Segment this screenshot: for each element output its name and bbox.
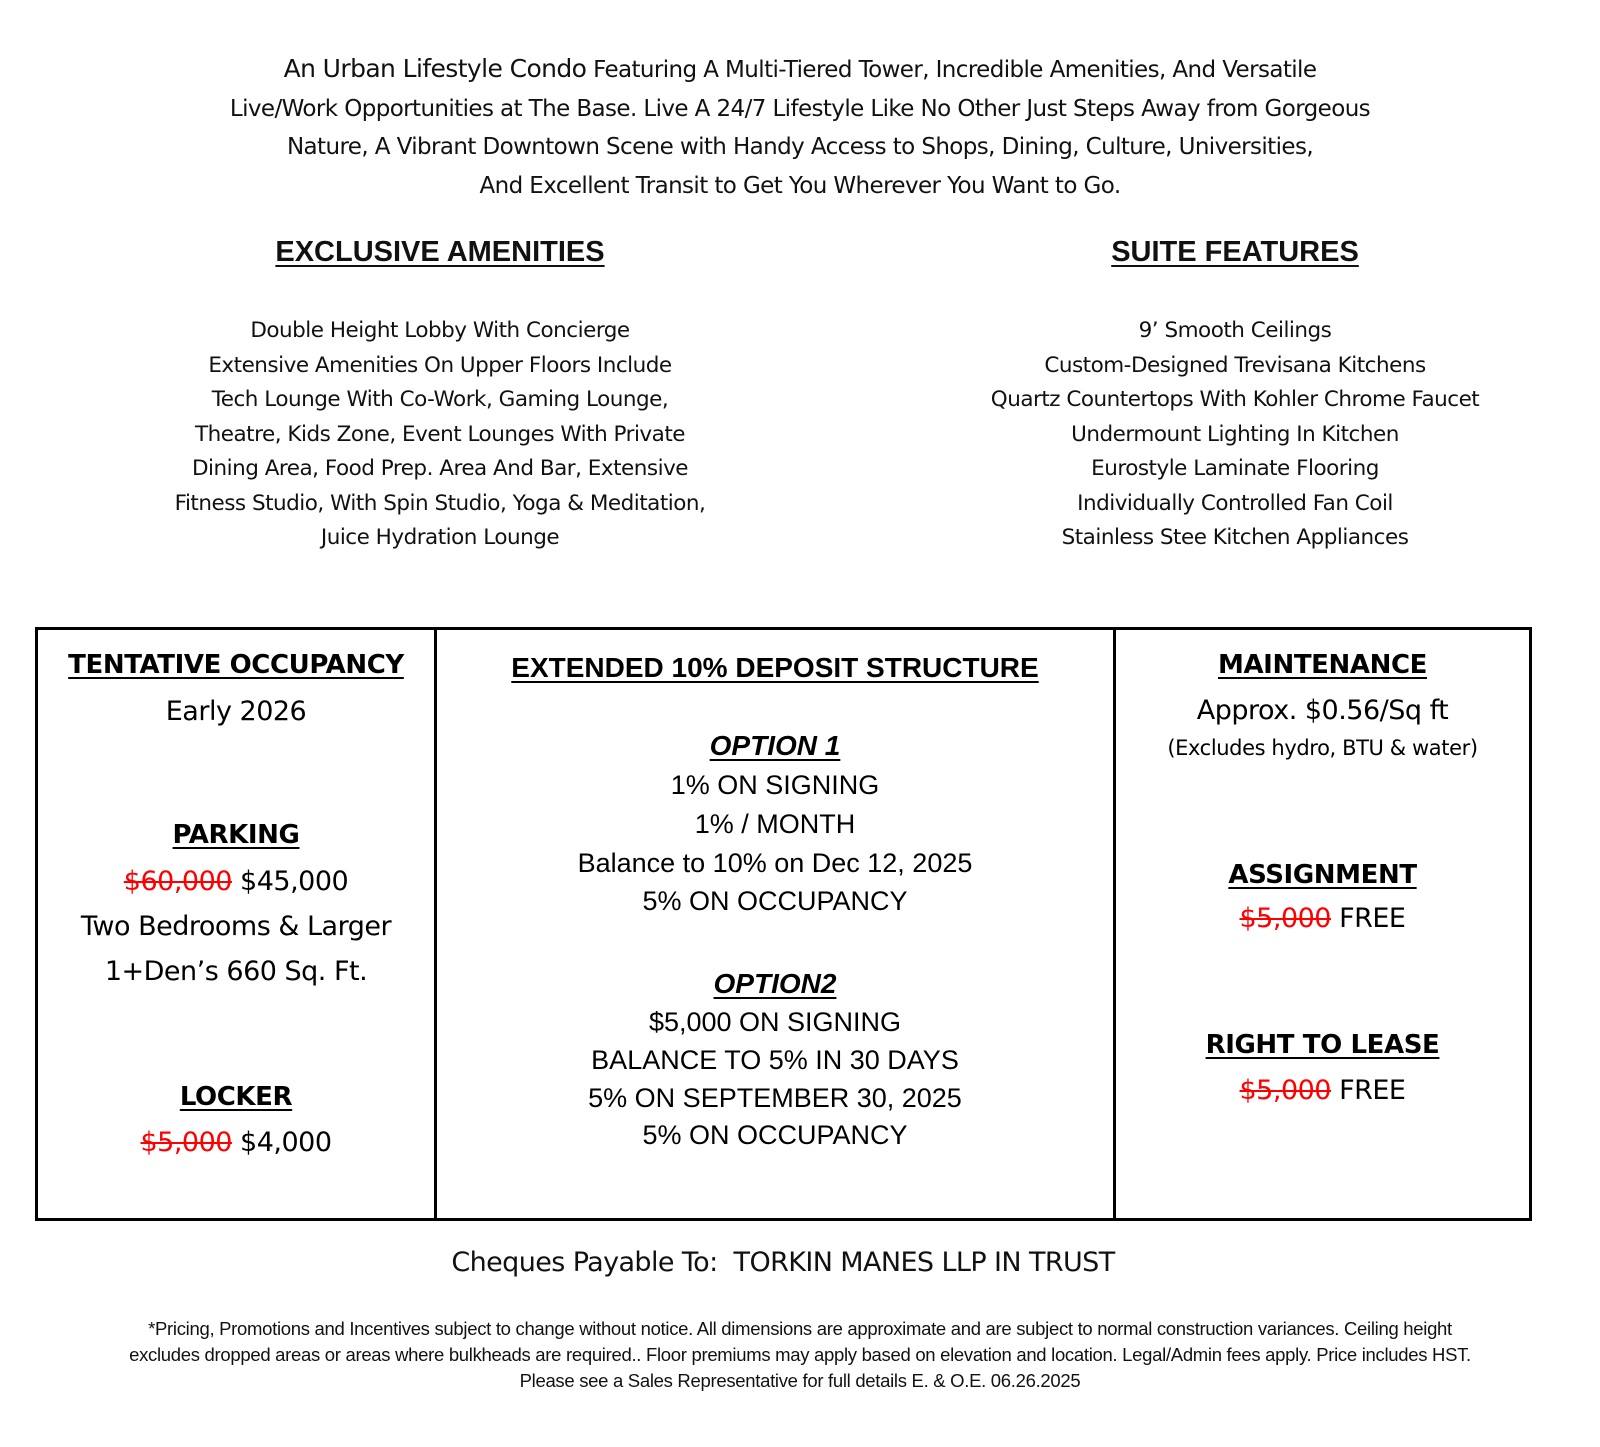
feature-item: Eurostyle Laminate Flooring [1091,456,1379,481]
parking-price [38,866,434,897]
locker-new-price: $4,000 [240,1127,332,1158]
parking-note-1: Two Bedrooms & Larger [80,911,392,942]
locker-heading: LOCKER [179,1082,293,1112]
feature-item: Undermount Lighting In Kitchen [1071,421,1399,447]
intro-line-1: An Urban Lifestyle Condo Featuring A Multi-Tiered Tower, Incredible Amenities, And Versatile [283,54,1317,83]
amenity-item: Dining Area, Food Prep. Area And Bar, Extensive [191,456,689,481]
maintenance-heading: MAINTENANCE [1217,650,1427,680]
option-1-line: Balance to 10% on Dec 12, 2025 [577,848,973,878]
assignment-new-price: FREE [1339,903,1406,934]
amenities-heading: EXCLUSIVE AMENITIES [275,236,605,268]
maintenance-value: Approx. $0.56/Sq ft [1196,695,1449,726]
feature-item: 9’ Smooth Ceilings [1138,318,1332,343]
disclaimer [0,1316,1600,1394]
amenity-item: Juice Hydration Lounge [320,525,560,550]
deposit-heading: EXTENDED 10% DEPOSIT STRUCTURE [511,652,1039,683]
deposit-structure-cell [437,630,1116,1218]
option-2-heading: OPTION2 [713,968,837,999]
right-to-lease-new-price: FREE [1339,1075,1406,1106]
details-table [35,627,1532,1221]
right-to-lease-price [1116,1075,1529,1106]
amenity-item: Extensive Amenities On Upper Floors Include [208,352,672,378]
parking-new-price: $45,000 [240,866,349,897]
intro-line-2: Live/Work Opportunities at The Base. Live A 24/7 Lifestyle Like No Other Just Steps Away from Gorgeous [229,95,1371,122]
maintenance-assignment-lease-cell [1116,630,1529,1218]
option-2-line: $5,000 ON SIGNING [648,1007,902,1037]
occupancy-value: Early 2026 [165,696,307,727]
assignment-heading: ASSIGNMENT [1228,860,1417,890]
right-to-lease-heading: RIGHT TO LEASE [1205,1030,1440,1060]
intro-line-4: And Excellent Transit to Get You Wherever You Want to Go. [479,172,1121,199]
option-1-line: 1% / MONTH [694,809,856,839]
disclaimer-line: excludes dropped areas or areas where bulkheads are required.. Floor premiums may apply based on elevation and location. Legal/Admin fees apply. Price includes HST. [129,1344,1471,1365]
feature-item: Stainless Stee Kitchen Appliances [1061,525,1409,550]
intro-paragraph [0,50,1600,205]
amenity-item: Double Height Lobby With Concierge [250,318,630,343]
option-2-line: BALANCE TO 5% IN 30 DAYS [591,1045,959,1075]
option-1-line: 5% ON OCCUPANCY [642,886,908,916]
feature-item: Quartz Countertops With Kohler Chrome Faucet [990,387,1480,412]
locker-old-price: $5,000 [140,1127,232,1158]
feature-item: Custom-Designed Trevisana Kitchens [1044,352,1426,378]
suite-features-list [935,314,1535,556]
option-2-line: 5% ON OCCUPANCY [642,1120,908,1150]
suite-features-heading: SUITE FEATURES [1111,236,1359,268]
amenity-item: Fitness Studio, With Spin Studio, Yoga & Meditation, [174,490,706,516]
parking-note-2: 1+Den’s 660 Sq. Ft. [104,956,368,987]
occupancy-parking-locker-cell [38,630,437,1218]
feature-item: Individually Controlled Fan Coil [1077,490,1393,516]
maintenance-note: (Excludes hydro, BTU & water) [1167,736,1478,760]
option-1-line: 1% ON SIGNING [670,770,880,800]
parking-heading: PARKING [172,820,300,850]
amenity-item: Tech Lounge With Co-Work, Gaming Lounge, [211,387,669,412]
option-1-heading: OPTION 1 [709,730,841,761]
assignment-price [1116,903,1529,934]
amenities-list [140,314,740,556]
amenity-item: Theatre, Kids Zone, Event Lounges With Private [195,421,685,447]
intro-line-3: Nature, A Vibrant Downtown Scene with Handy Access to Shops, Dining, Culture, Universities, [286,134,1314,160]
cheques-payable: Cheques Payable To: TORKIN MANES LLP IN TRUST [451,1247,1115,1278]
assignment-old-price: $5,000 [1239,903,1331,934]
disclaimer-line: *Pricing, Promotions and Incentives subject to change without notice. All dimensions are approximate and are subject to normal construction variances. Ceiling height [148,1318,1452,1339]
disclaimer-line: Please see a Sales Representative for full details E. & O.E. 06.26.2025 [519,1370,1081,1391]
option-2-line: 5% ON SEPTEMBER 30, 2025 [588,1083,962,1113]
right-to-lease-old-price: $5,000 [1239,1075,1331,1106]
parking-old-price: $60,000 [123,866,232,897]
occupancy-heading: TENTATIVE OCCUPANCY [68,650,404,680]
locker-price [38,1127,434,1158]
intro-lead: An Urban Lifestyle Condo [283,54,587,83]
